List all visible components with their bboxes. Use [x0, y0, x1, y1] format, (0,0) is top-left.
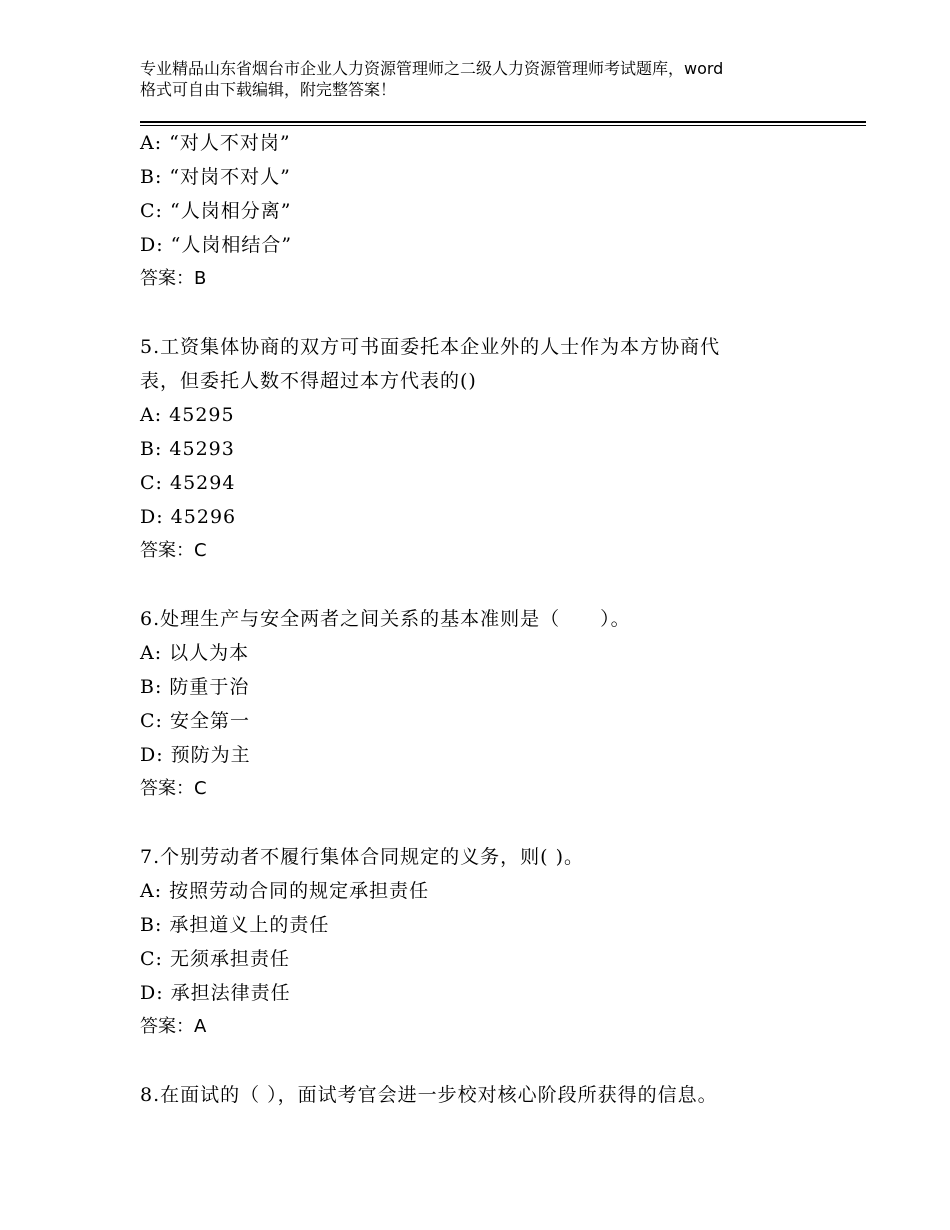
question-text-cont: 表，但委托人数不得超过本方代表的()	[140, 370, 477, 392]
header-line-1: 专业精品山东省烟台市企业人力资源管理师之二级人力资源管理师考试题库，word	[140, 59, 724, 78]
option-b: B: 防重于治	[140, 676, 250, 698]
option-c: C: 安全第一	[140, 710, 250, 732]
question-4	[140, 126, 840, 296]
document-body	[140, 126, 840, 1112]
option-d: D: 预防为主	[140, 744, 251, 766]
question-text: 5.工资集体协商的双方可书面委托本企业外的人士作为本方协商代	[140, 336, 721, 358]
option-b: B: 承担道义上的责任	[140, 914, 330, 936]
option-b: B: “对岗不对人”	[140, 166, 291, 188]
option-a: A: 以人为本	[140, 642, 250, 664]
option-a: A: 45295	[140, 404, 235, 426]
question-text: 8.在面试的（ ），面试考官会进一步校对核心阶段所获得的信息。	[140, 1084, 718, 1106]
question-text: 7.个别劳动者不履行集体合同规定的义务，则( )。	[140, 846, 584, 868]
answer: 答案：B	[140, 268, 207, 289]
option-b: B: 45293	[140, 438, 235, 460]
option-d: D: 45296	[140, 506, 237, 528]
question-8	[140, 1078, 840, 1112]
header-line-2: 格式可自由下载编辑，附完整答案！	[140, 80, 397, 99]
answer: 答案：A	[140, 1016, 207, 1037]
header-divider-thick	[140, 121, 866, 123]
question-7	[140, 840, 840, 1044]
question-6	[140, 602, 840, 806]
question-text: 6.处理生产与安全两者之间关系的基本准则是（ ）。	[140, 608, 631, 630]
option-a: A: 按照劳动合同的规定承担责任	[140, 880, 430, 902]
option-d: D: “人岗相结合”	[140, 234, 293, 256]
question-5	[140, 330, 840, 568]
answer: 答案：C	[140, 540, 207, 561]
option-c: C: 45294	[140, 472, 236, 494]
answer: 答案：C	[140, 778, 207, 799]
option-a: A: “对人不对岗”	[140, 132, 291, 154]
document-header	[140, 58, 840, 100]
option-c: C: “人岗相分离”	[140, 200, 292, 222]
option-c: C: 无须承担责任	[140, 948, 290, 970]
option-d: D: 承担法律责任	[140, 982, 291, 1004]
